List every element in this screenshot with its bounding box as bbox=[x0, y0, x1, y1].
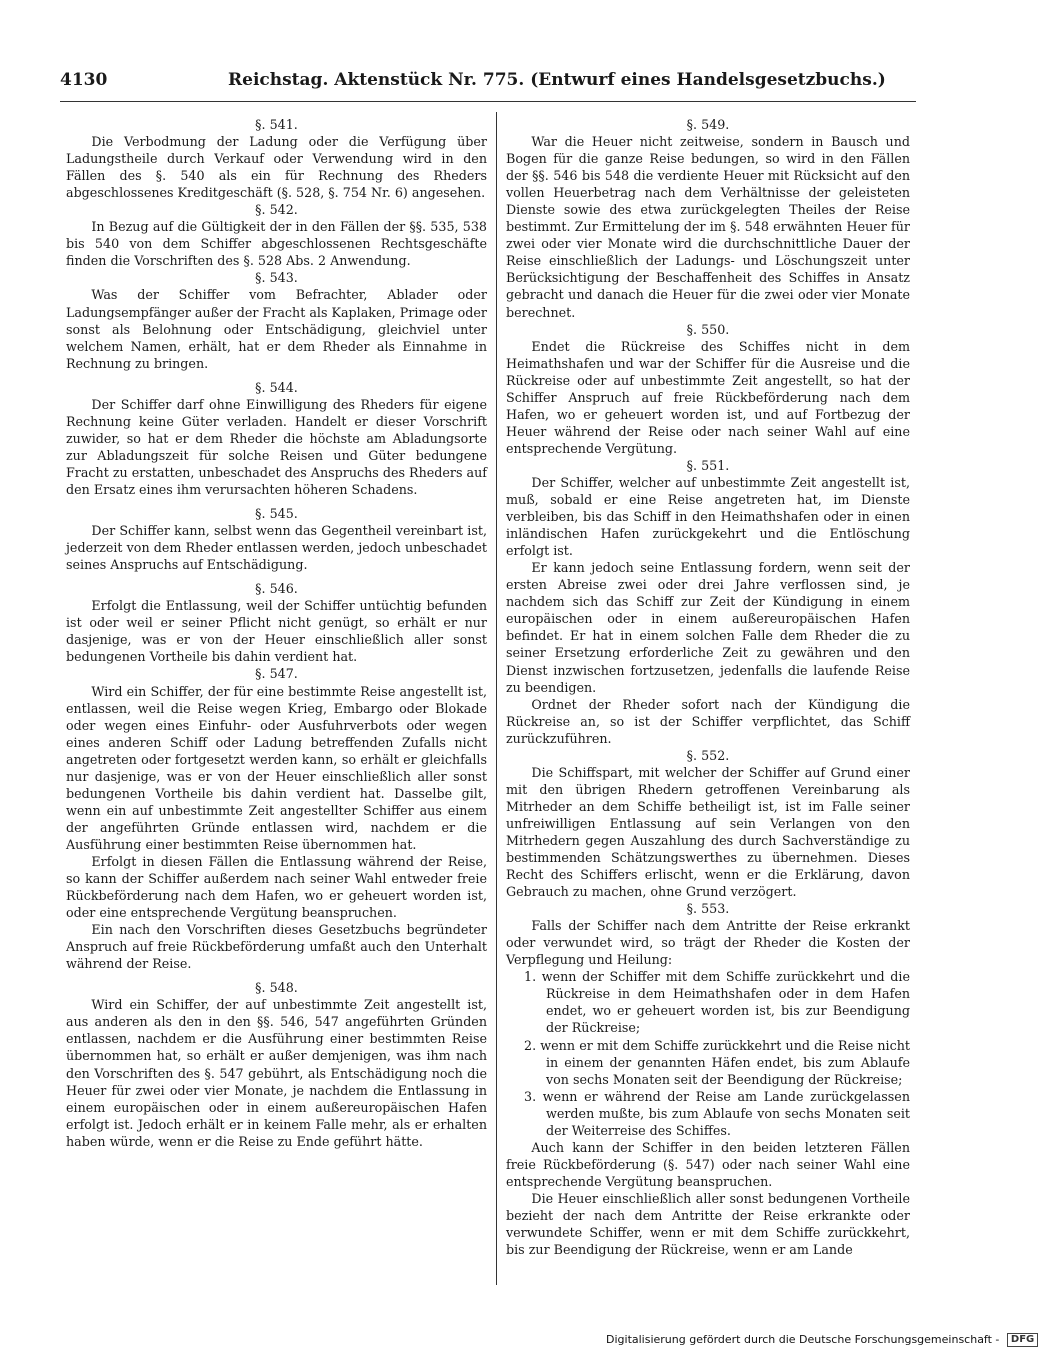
page-number: 4130 bbox=[60, 70, 108, 90]
paragraph: Wird ein Schiffer, der für eine bestimmte Reise angestellt ist, entlassen, weil die Reise wegen Krieg, Embargo oder Blokade oder wegen eines Einfuhr- oder Ausfuhrverbots oder wegen eines anderen Schiff oder Ladung betreffenden Zufalls nicht angetreten oder fortgesetzt werden kann, so erhält er gleichfalls nur dasjenige, was er von der Heuer einschließlich aller sonst bedungenen Vortheile bis dahin verdient hat. Dasselbe gilt, wenn ein auf unbestimmte Zeit angestellter Schiffer aus einem der angeführten Gründe entlassen wird, nachdem er die Ausführung einer bestimmten Reise übernommen hat. bbox=[66, 683, 487, 852]
paragraph: Ein nach den Vorschriften dieses Gesetzbuchs begründeter Anspruch auf freie Rückbeförderung umfaßt auch den Unterhalt während der Reise. bbox=[66, 922, 487, 972]
section-heading: §. 553. bbox=[686, 901, 730, 917]
paragraph: Der Schiffer kann, selbst wenn das Gegentheil vereinbart ist, jederzeit von dem Rheder entlassen werden, jedoch unbeschadet seines Anspruchs auf Entschädigung. bbox=[66, 523, 487, 573]
paragraph: Der Schiffer darf ohne Einwilligung des Rheders für eigene Rechnung keine Güter verladen. Handelt er dieser Vorschrift zuwider, so hat er dem Rheder die höchste am Abladungsorte zur Abladungszeit für solche Reisen und Güter bedungene Fracht zu erstatten, unbeschadet des Anspruchs des Rheders auf den Ersatz eines ihm verursachten höheren Schadens. bbox=[66, 396, 487, 497]
paragraph: Die Schiffspart, mit welcher der Schiffer auf Grund einer mit den übrigen Rhedern getroffenen Vereinbarung als Mitrheder an dem Schiffe betheiligt ist, ist im Falle seiner unfreiwilligen Entlassung auf sein Verlangen von den Mitrhedern gegen Auszahlung des durch Sachverständige zu bestimmenden Schätzungswerthes zu übernehmen. Dieses Recht des Schiffers erlischt, wenn er die Erklärung, davon Gebrauch zu machen, ohne Grund verzögert. bbox=[506, 764, 910, 900]
paragraph: Auch kann der Schiffer in den beiden letzteren Fällen freie Rückbeförderung (§. 547) oder nach seiner Wahl eine entsprechende Vergütung beanspruchen. bbox=[506, 1139, 910, 1189]
paragraph: Der Schiffer, welcher auf unbestimmte Zeit angestellt ist, muß, sobald er eine Reise angetreten hat, im Dienste verbleiben, bis das Schiff in den Heimathshafen oder in einen inländischen Hafen zurückgekehrt und die Entlöschung erfolgt ist. bbox=[506, 474, 910, 559]
paragraph: Erfolgt die Entlassung, weil der Schiffer untüchtig befunden ist oder weil er seiner Pflicht nicht genügt, so erhält er nur dasjenige, was er von der Heuer einschließlich aller sonst bedungenen Vortheile bis dahin verdient hat. bbox=[66, 598, 487, 665]
section-heading: §. 543. bbox=[255, 270, 298, 286]
paragraph: Erfolgt in diesen Fällen die Entlassung während der Reise, so kann der Schiffer außerdem nach seiner Wahl entweder freie Rückbeförderung nach dem Hafen, wo er geheuert worden ist, oder eine entsprechende Vergütung beanspruchen. bbox=[66, 853, 487, 921]
paragraph: Die Heuer einschließlich aller sonst bedungenen Vortheile bezieht der nach dem Antritte der Reise erkrankte oder verwundete Schiffer, wenn er mit dem Schiffe zurückkehrt, bis zur Beendigung der Rückreise, wenn er am Lande bbox=[506, 1190, 910, 1258]
section-heading: §. 545. bbox=[255, 506, 298, 522]
section-heading: §. 546. bbox=[255, 581, 298, 597]
paragraph: In Bezug auf die Gültigkeit der in den Fällen der §§. 535, 538 bis 540 von dem Schiffer abgeschlossenen Rechtsgeschäfte finden die Vorschriften des §. 528 Abs. 2 Anwendung. bbox=[66, 219, 487, 269]
paragraph: Endet die Rückreise des Schiffes nicht in dem Heimathshafen und war der Schiffer für die Ausreise und die Rückreise oder auf unbestimmte Zeit angestellt, so hat der Schiffer Anspruch auf freie Rückbeförderung nach dem Hafen, wo er geheuert worden ist, und auf Fortbezug der Heuer während der Reise oder nach seiner Wahl auf eine entsprechende Vergütung. bbox=[506, 338, 910, 456]
paragraph: Was der Schiffer vom Befrachter, Ablader oder Ladungsempfänger außer der Fracht als Kaplaken, Primage oder sonst als Belohnung oder Entschädigung, gleichviel unter welchem Namen, erhält, hat er dem Rheder als Einnahme in Rechnung zu bringen. bbox=[66, 287, 487, 371]
section-heading: §. 550. bbox=[686, 321, 730, 337]
section-heading: §. 544. bbox=[255, 379, 298, 395]
section-heading: §. 549. bbox=[686, 117, 730, 132]
credit-text: Digitalisierung gefördert durch die Deutsche Forschungsgemeinschaft - bbox=[606, 1333, 1000, 1346]
paragraph: Ordnet der Rheder sofort nach der Kündigung die Rückreise an, so ist der Schiffer verpflichtet, das Schiff zurückzuführen. bbox=[506, 696, 910, 746]
list-item: 1. wenn der Schiffer mit dem Schiffe zurückkehrt und die Rückreise in dem Heimathshafen oder in dem Hafen endet, wo er geheuert worden ist, bis zur Beendigung der Rückreise; bbox=[524, 969, 910, 1036]
section-heading: §. 548. bbox=[255, 980, 298, 996]
running-title: Reichstag. Aktenstück Nr. 775. (Entwurf eines Handelsgesetzbuchs.) bbox=[228, 70, 886, 90]
section-heading: §. 542. bbox=[255, 202, 298, 218]
section-heading: §. 552. bbox=[686, 747, 730, 763]
section-heading: §. 541. bbox=[255, 117, 298, 132]
left-column bbox=[66, 116, 487, 1150]
list-item: 3. wenn er während der Reise am Lande zurückgelassen werden mußte, bis zum Ablaufe von sechs Monaten seit der Weiterreise des Schiffes. bbox=[524, 1088, 910, 1138]
paragraph: Falls der Schiffer nach dem Antritte der Reise erkrankt oder verwundet wird, so trägt der Rheder die Kosten der Verpflegung und Heilung: bbox=[506, 918, 910, 968]
section-heading: §. 547. bbox=[255, 666, 298, 682]
header-rule bbox=[60, 101, 916, 102]
right-column bbox=[506, 116, 910, 1258]
dfg-logo-icon: DFG bbox=[1007, 1333, 1038, 1347]
section-heading: §. 551. bbox=[686, 457, 730, 473]
paragraph: Die Verbodmung der Ladung oder die Verfügung über Ladungstheile durch Verkauf oder Verwendung wird in den Fällen des §. 540 als ein für Rechnung des Rheders abgeschlossenes Kreditgeschäft (§. 528, §. 754 Nr. 6) angesehen. bbox=[66, 134, 487, 201]
running-header bbox=[60, 70, 940, 94]
paragraph: Wird ein Schiffer, der auf unbestimmte Zeit angestellt ist, aus anderen als den in den §§. 546, 547 angeführten Gründen entlassen, nachdem er die Ausführung einer bestimmten Reise übernommen hat, so erhält er außer demjenigen, was ihm nach den Vorschriften des §. 547 gebührt, als Entschädigung noch die Heuer für zwei oder vier Monate, je nachdem die Entlassung in einem europäischen oder in einem außereuropäischen Hafen erfolgt ist. Jedoch erhält er in keinem Falle mehr, als er erhalten haben würde, wenn er die Reise zu Ende geführt hätte. bbox=[66, 997, 487, 1149]
paragraph: War die Heuer nicht zeitweise, sondern in Bausch und Bogen für die ganze Reise bedungen, so wird in den Fällen der §§. 546 bis 548 die verdiente Heuer mit Rücksicht auf den vollen Heuerbetrag nach dem Verhältnisse der geleisteten Dienste sowie des etwa zurückgelegten Theiles der Reise bestimmt. Zur Ermittelung der im §. 548 erwähnten Heuer für zwei oder vier Monate wird die durchschnittliche Dauer der Reise einschließlich der Ladungs- und Löschungszeit unter Berücksichtigung der Beschaffenheit des Schiffes in Ansatz gebracht und danach die Heuer für die zwei oder vier Monate berechnet. bbox=[506, 134, 910, 320]
digitization-credit bbox=[606, 1333, 1038, 1347]
list-item: 2. wenn er mit dem Schiffe zurückkehrt und die Reise nicht in einem der genannten Häfen endet, bis zum Ablaufe von sechs Monaten seit der Beendigung der Rückreise; bbox=[524, 1037, 910, 1087]
paragraph: Er kann jedoch seine Entlassung fordern, wenn seit der ersten Abreise zwei oder drei Jahre verflossen sind, je nachdem sich das Schiff zur Zeit der Kündigung in einem europäischen oder in einem außereuropäischen Hafen befindet. Er hat in einem solchen Falle dem Rheder die zu seiner Ersetzung erforderliche Zeit zu gewähren und den Dienst inzwischen fortzusetzen, jedenfalls die laufende Reise zu beendigen. bbox=[506, 560, 910, 695]
column-divider bbox=[496, 112, 497, 1285]
